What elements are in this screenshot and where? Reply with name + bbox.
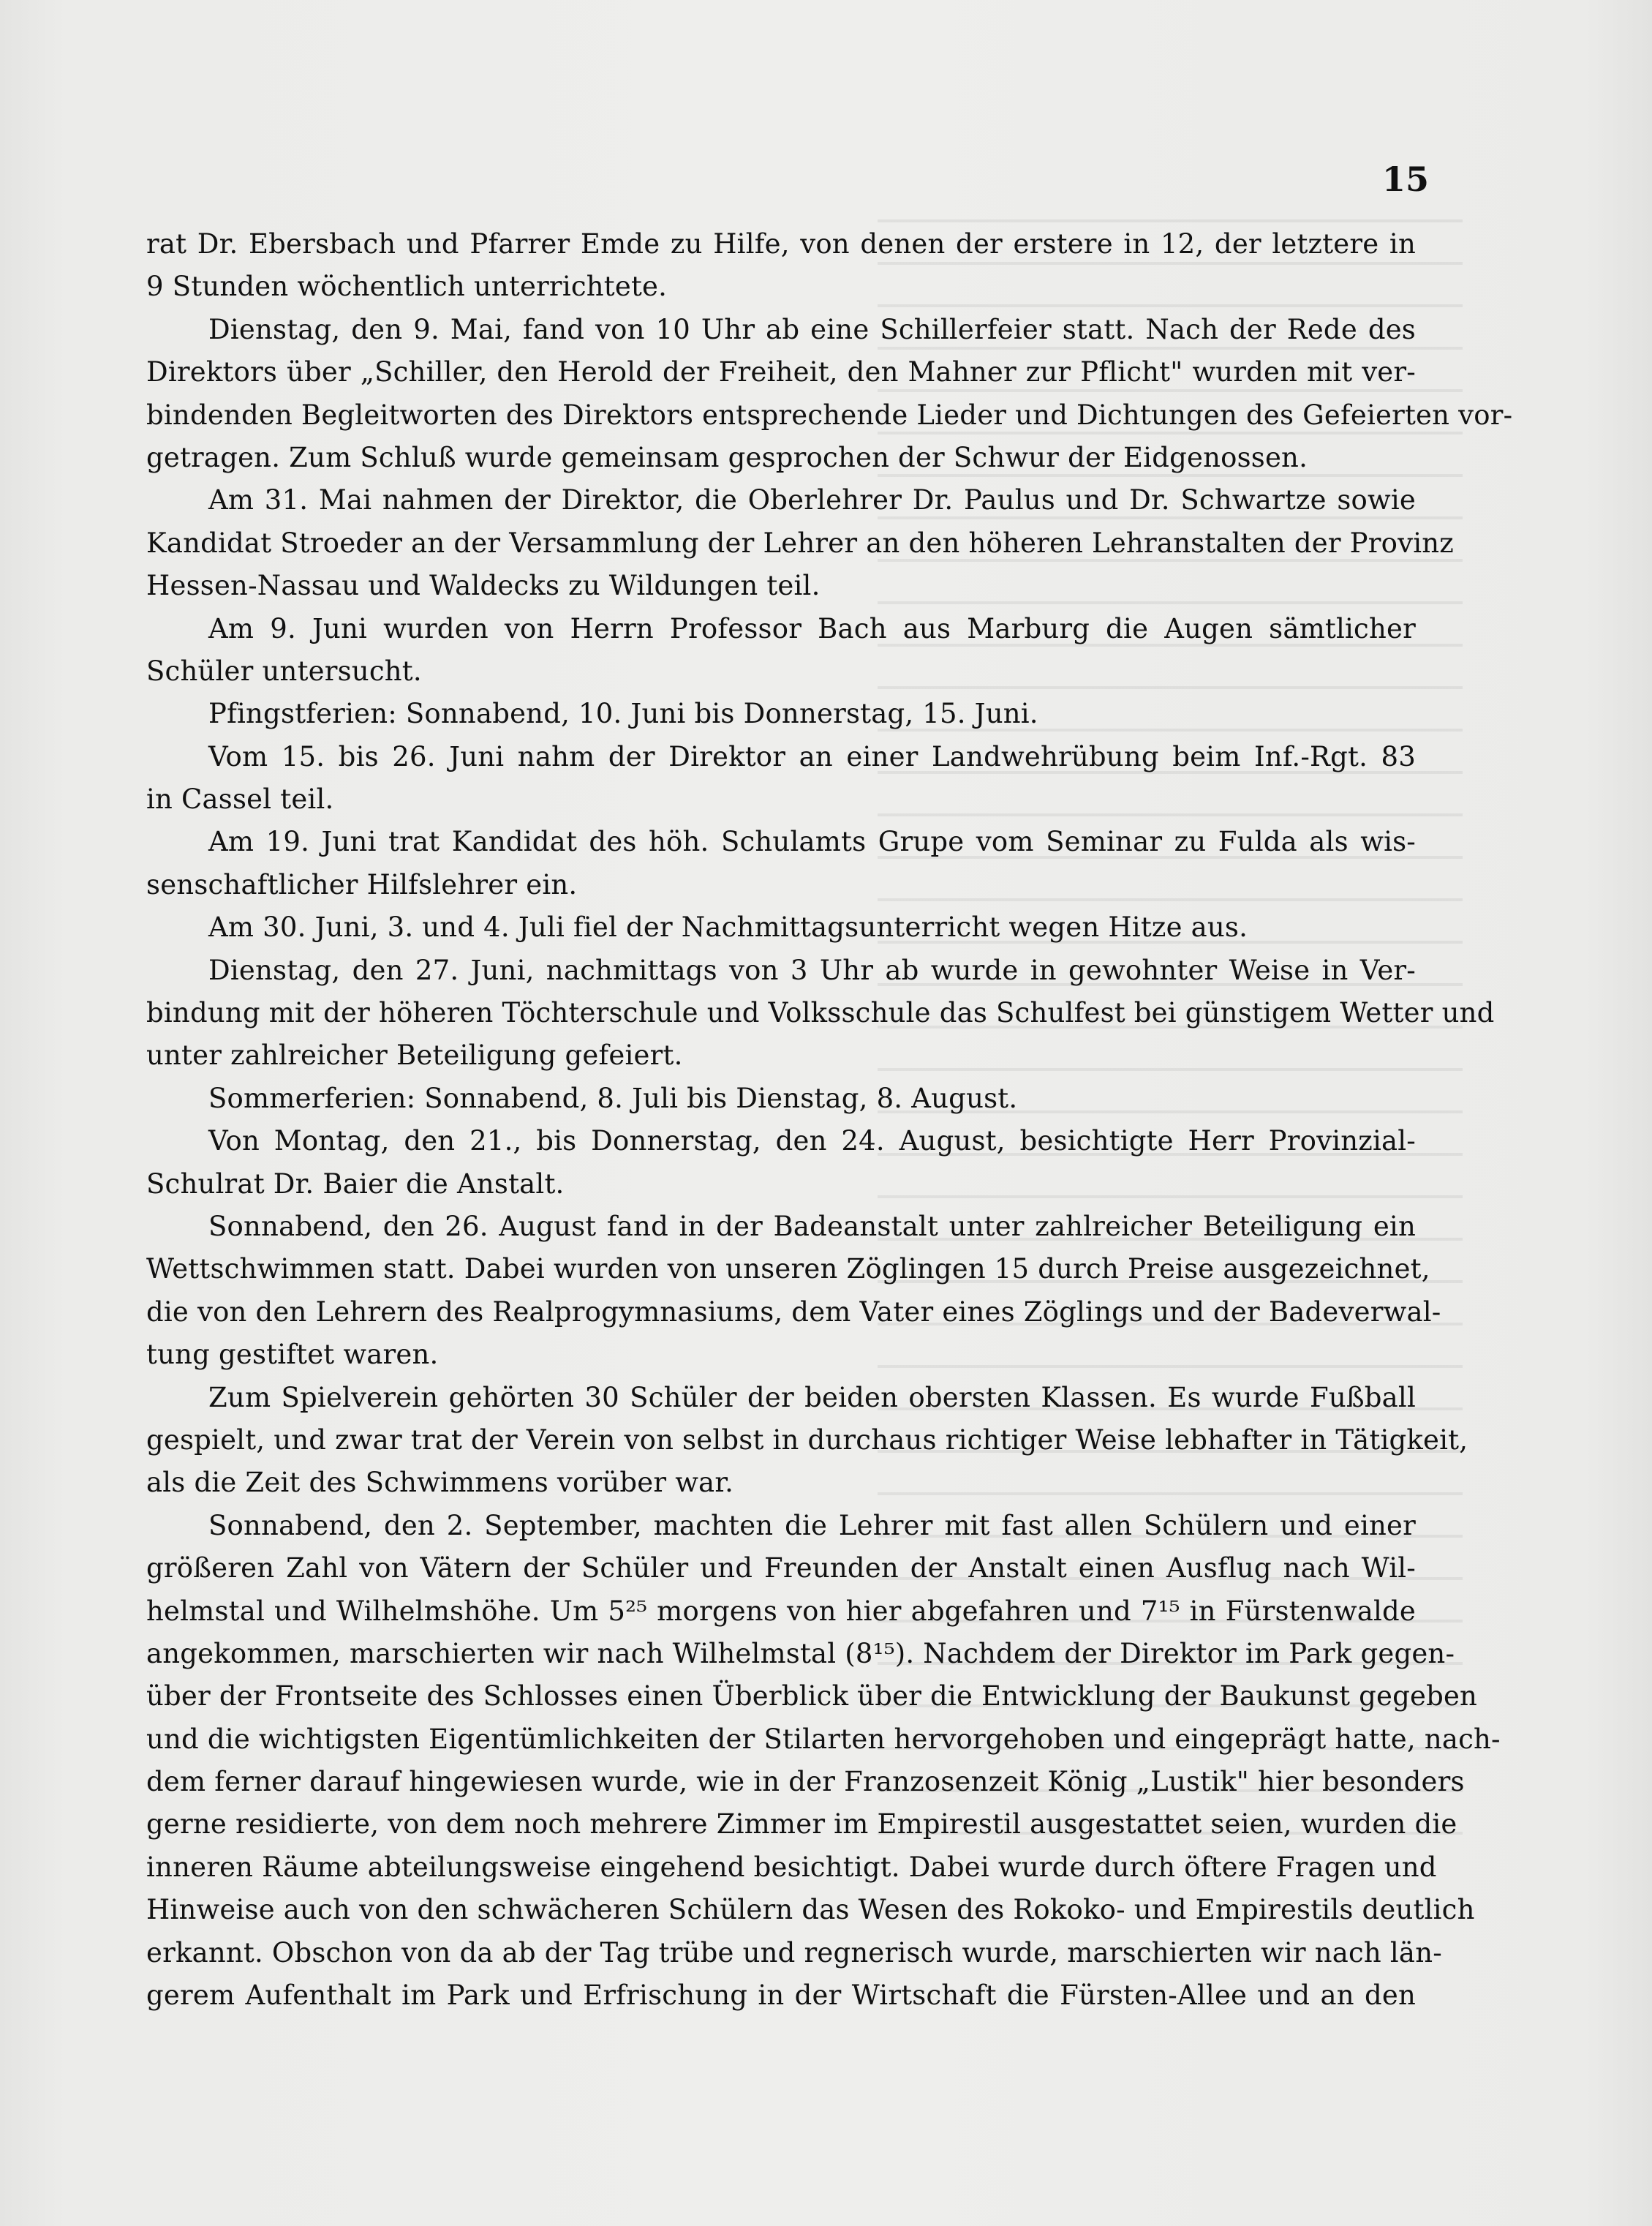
text-line: bindenden Begleitworten des Direktors entsprechende Lieder und Dichtungen des Gefeierten vor-: [146, 399, 1513, 431]
text-line: Vom 15. bis 26. Juni nahm der Direktor an einer Landwehrübung beim Inf.-Rgt. 83: [208, 740, 1416, 772]
text-line: Sonnabend, den 2. September, machten die Lehrer mit fast allen Schülern und einer: [208, 1509, 1416, 1541]
text-line: Schüler untersucht.: [146, 655, 422, 687]
text-line: Sommerferien: Sonnabend, 8. Juli bis Dienstag, 8. August.: [208, 1082, 1018, 1114]
text-line: Zum Spielverein gehörten 30 Schüler der beiden obersten Klassen. Es wurde Fußball: [208, 1381, 1416, 1413]
text-line: tung gestiftet waren.: [146, 1339, 439, 1371]
text-line: Am 9. Juni wurden von Herrn Professor Bach aus Marburg die Augen sämtlicher: [208, 612, 1416, 644]
text-line: Sonnabend, den 26. August fand in der Badeanstalt unter zahlreicher Beteiligung ein: [208, 1210, 1416, 1242]
text-line: Pfingstferien: Sonnabend, 10. Juni bis Donnerstag, 15. Juni.: [208, 698, 1038, 730]
page-number: 15: [1381, 159, 1429, 199]
text-line: größeren Zahl von Vätern der Schüler und Freunden der Anstalt einen Ausflug nach Wil-: [146, 1552, 1416, 1584]
text-line: Am 30. Juni, 3. und 4. Juli fiel der Nachmittagsunterricht wegen Hitze aus.: [208, 911, 1248, 944]
text-line: und die wichtigsten Eigentümlichkeiten der Stilarten hervorgehoben und eingeprägt hatte, nach-: [146, 1723, 1501, 1755]
body-text: [146, 223, 1513, 2017]
text-line: Hinweise auch von den schwächeren Schülern das Wesen des Rokoko- und Empirestils deutlich: [146, 1894, 1475, 1926]
text-line: bindung mit der höheren Töchterschule und Volksschule das Schulfest bei günstigem Wetter und: [146, 997, 1495, 1029]
text-line: Hessen-Nassau und Waldecks zu Wildungen teil.: [146, 570, 821, 602]
text-line: 9 Stunden wöchentlich unterrichtete.: [146, 271, 668, 303]
text-line: gerne residierte, von dem noch mehrere Zimmer im Empirestil ausgestattet seien, wurden die: [146, 1808, 1457, 1840]
text-line: in Cassel teil.: [146, 783, 334, 816]
text-line: Schulrat Dr. Baier die Anstalt.: [146, 1167, 565, 1200]
text-line: dem ferner darauf hingewiesen wurde, wie in der Franzosenzeit König „Lustik" hier besonders: [146, 1766, 1465, 1798]
text-line: helmstal und Wilhelmshöhe. Um 5²⁵ morgens von hier abgefahren und 7¹⁵ in Fürstenwalde: [146, 1595, 1416, 1627]
text-line: erkannt. Obschon von da ab der Tag trübe und regnerisch wurde, marschierten wir nach län-: [146, 1936, 1442, 1969]
text-line: Wettschwimmen statt. Dabei wurden von unseren Zöglingen 15 durch Preise ausgezeichnet,: [146, 1253, 1430, 1285]
text-line: unter zahlreicher Beteiligung gefeiert.: [146, 1039, 683, 1072]
text-line: Am 19. Juni trat Kandidat des höh. Schulamts Grupe vom Seminar zu Fulda als wis-: [208, 826, 1416, 858]
text-line: Direktors über „Schiller, den Herold der Freiheit, den Mahner zur Pflicht" wurden mit ver-: [146, 356, 1416, 388]
text-line: Am 31. Mai nahmen der Direktor, die Oberlehrer Dr. Paulus und Dr. Schwartze sowie: [208, 484, 1416, 516]
text-line: gerem Aufenthalt im Park und Erfrischung in der Wirtschaft die Fürsten-Allee und an den: [146, 1979, 1416, 2012]
text-line: senschaftlicher Hilfslehrer ein.: [146, 868, 578, 900]
text-line: inneren Räume abteilungsweise eingehend besichtigt. Dabei wurde durch öftere Fragen und: [146, 1851, 1437, 1883]
text-line: Von Montag, den 21., bis Donnerstag, den 24. August, besichtigte Herr Provinzial-: [208, 1125, 1416, 1157]
text-line: Dienstag, den 9. Mai, fand von 10 Uhr ab eine Schillerfeier statt. Nach der Rede des: [208, 313, 1416, 345]
text-line: die von den Lehrern des Realprogymnasiums, dem Vater eines Zöglings und der Badeverwal-: [146, 1296, 1441, 1328]
text-line: angekommen, marschierten wir nach Wilhelmstal (8¹⁵). Nachdem der Direktor im Park gegen-: [146, 1637, 1455, 1669]
text-line: gespielt, und zwar trat der Verein von selbst in durchaus richtiger Weise lebhafter in Tätigkeit,: [146, 1424, 1468, 1456]
text-line: als die Zeit des Schwimmens vorüber war.: [146, 1467, 734, 1499]
text-line: rat Dr. Ebersbach und Pfarrer Emde zu Hilfe, von denen der erstere in 12, der letztere in: [146, 228, 1416, 260]
text-line: Kandidat Stroeder an der Versammlung der Lehrer an den höheren Lehranstalten der Provinz: [146, 527, 1454, 559]
text-line: getragen. Zum Schluß wurde gemeinsam gesprochen der Schwur der Eidgenossen.: [146, 441, 1308, 473]
text-line: Dienstag, den 27. Juni, nachmittags von 3 Uhr ab wurde in gewohnter Weise in Ver-: [208, 954, 1416, 986]
text-line: über der Frontseite des Schlosses einen Überblick über die Entwicklung der Baukunst gegeben: [146, 1680, 1478, 1712]
